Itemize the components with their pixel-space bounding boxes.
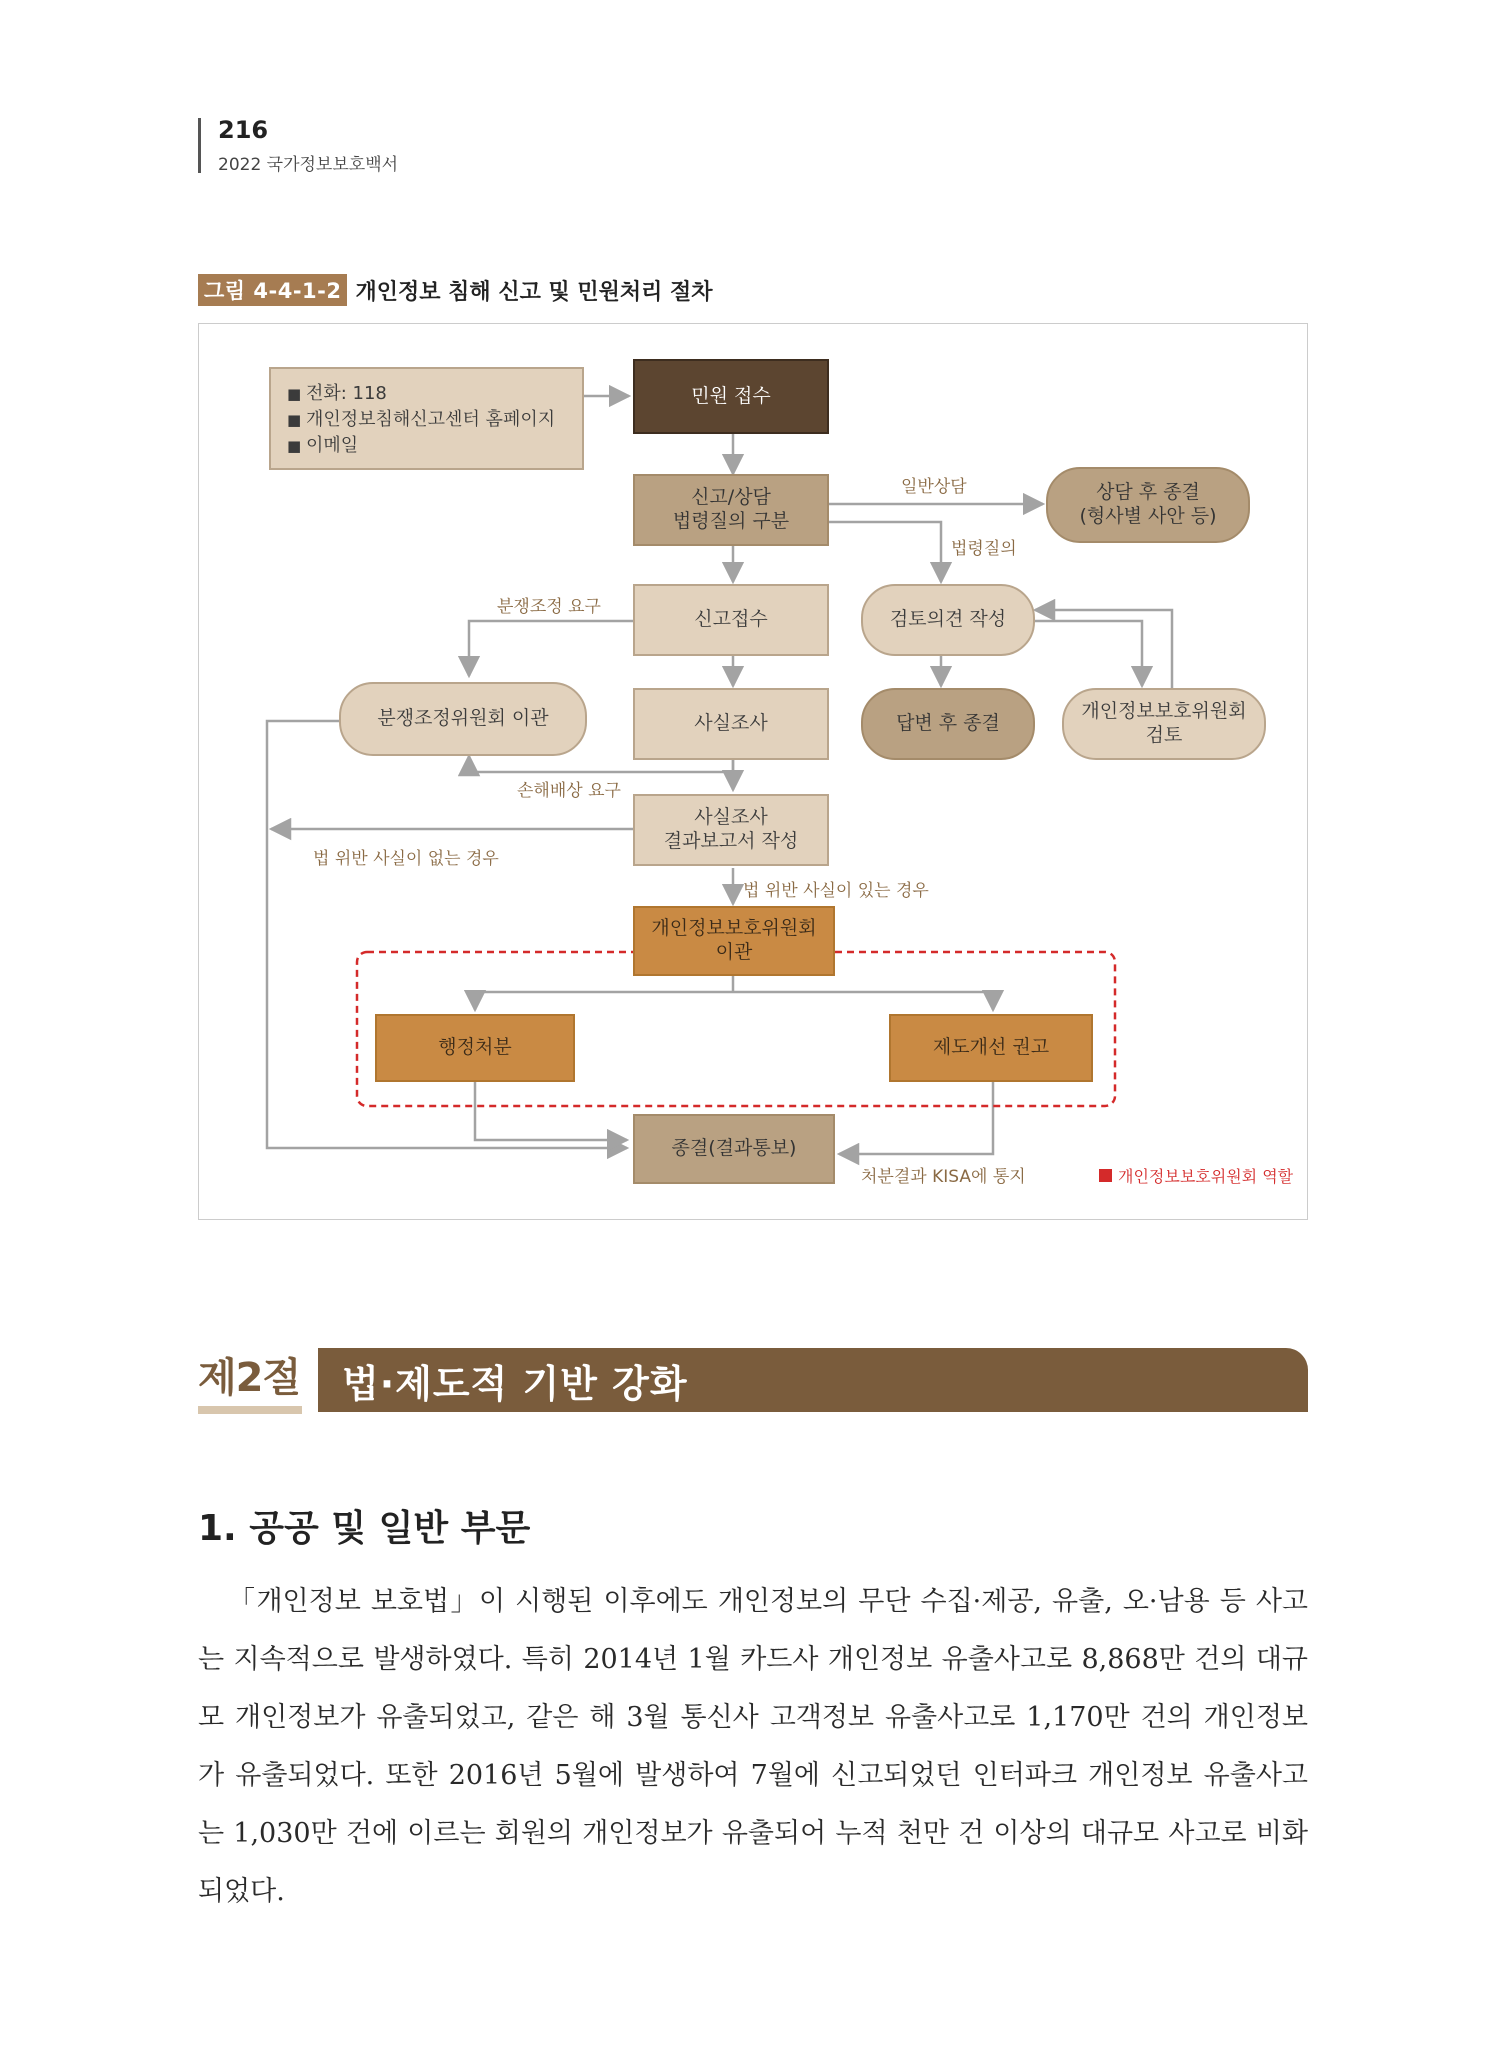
section-title-bar xyxy=(318,1348,1308,1412)
node-review-opinion: 검토의견 작성 xyxy=(861,584,1035,656)
channel-email: ■ 이메일 xyxy=(287,433,566,459)
edge-review-to-pipc xyxy=(1031,621,1142,686)
figure-caption xyxy=(198,274,713,306)
figure-title: 개인정보 침해 신고 및 민원처리 절차 xyxy=(355,279,713,305)
header-divider xyxy=(198,118,201,173)
node-improvement-recommend: 제도개선 권고 xyxy=(889,1014,1093,1082)
node-pipc-transfer: 개인정보보호위원회 이관 xyxy=(633,906,835,976)
channel-phone: ■ 전화: 118 xyxy=(287,381,566,407)
node-complaint-receipt: 민원 접수 xyxy=(633,359,829,434)
subsection-title: 1. 공공 및 일반 부문 xyxy=(198,1508,531,1549)
legend-label: 개인정보보호위원회 역할 xyxy=(1118,1167,1294,1186)
section-title: 법·제도적 기반 강화 xyxy=(342,1361,688,1406)
label-violation: 법 위반 사실이 있는 경우 xyxy=(743,881,929,901)
node-fact-finding: 사실조사 xyxy=(633,688,829,760)
label-notify-kisa: 처분결과 KISA에 통지 xyxy=(861,1167,1026,1187)
node-pipc-review: 개인정보보호위원회 검토 xyxy=(1062,688,1266,760)
label-dispute-request: 분쟁조정 요구 xyxy=(497,597,601,617)
edge-dispute-request xyxy=(469,621,633,676)
node-report-receipt: 신고접수 xyxy=(633,584,829,656)
legend-swatch xyxy=(1099,1169,1112,1182)
node-consult-close: 상담 후 종결 (형사별 사안 등) xyxy=(1046,467,1250,543)
running-head: 2022 국가정보보호백서 xyxy=(218,155,399,175)
label-damages-request: 손해배상 요구 xyxy=(517,781,621,801)
channel-homepage: ■ 개인정보침해신고센터 홈페이지 xyxy=(287,407,566,433)
label-no-violation: 법 위반 사실이 없는 경우 xyxy=(313,849,499,869)
flowchart xyxy=(198,323,1308,1220)
figure-label: 그림 4-4-1-2 xyxy=(198,274,347,306)
edge-recommend-to-closure xyxy=(839,1082,993,1154)
complaint-channels-box xyxy=(269,367,584,470)
label-general-consult: 일반상담 xyxy=(901,477,967,497)
label-legal-inquiry: 법령질의 xyxy=(951,539,1017,559)
node-dispute-transfer: 분쟁조정위원회 이관 xyxy=(339,682,587,756)
node-answer-close: 답변 후 종결 xyxy=(861,688,1035,760)
edge-admin-to-closure xyxy=(475,1082,627,1140)
edge-legal-inquiry xyxy=(827,522,941,582)
node-classify: 신고/상담 법령질의 구분 xyxy=(633,474,829,546)
legend xyxy=(1099,1164,1293,1187)
section-underline xyxy=(198,1406,302,1414)
section-number: 제2절 xyxy=(198,1355,301,1401)
node-fact-report: 사실조사 결과보고서 작성 xyxy=(633,794,829,866)
node-closure: 종결(결과통보) xyxy=(633,1114,835,1184)
body-paragraph: 「개인정보 보호법」이 시행된 이후에도 개인정보의 무단 수집·제공, 유출, 오·남용 등 사고는 지속적으로 발생하였다. 특히 2014년 1월 카드사 개인정보 유출사고로 8,868만 건의 대규모 개인정보가 유출되었고, 같은 해 3월 통신사 고객정보 유출사고로 1,170만 건의 개인정보가 유출되었다. 또한 2016년 5월에 발생하여 7월에 신고되었던 인터파크 개인정보 유출사고는 1,030만 건에 이르는 회원의 개인정보가 유출되어 누적 천만 건 이상의 대규모 사고로 비화되었다. xyxy=(198,1586,1308,1907)
node-admin-disposition: 행정처분 xyxy=(375,1014,575,1082)
page-number: 216 xyxy=(218,116,269,144)
